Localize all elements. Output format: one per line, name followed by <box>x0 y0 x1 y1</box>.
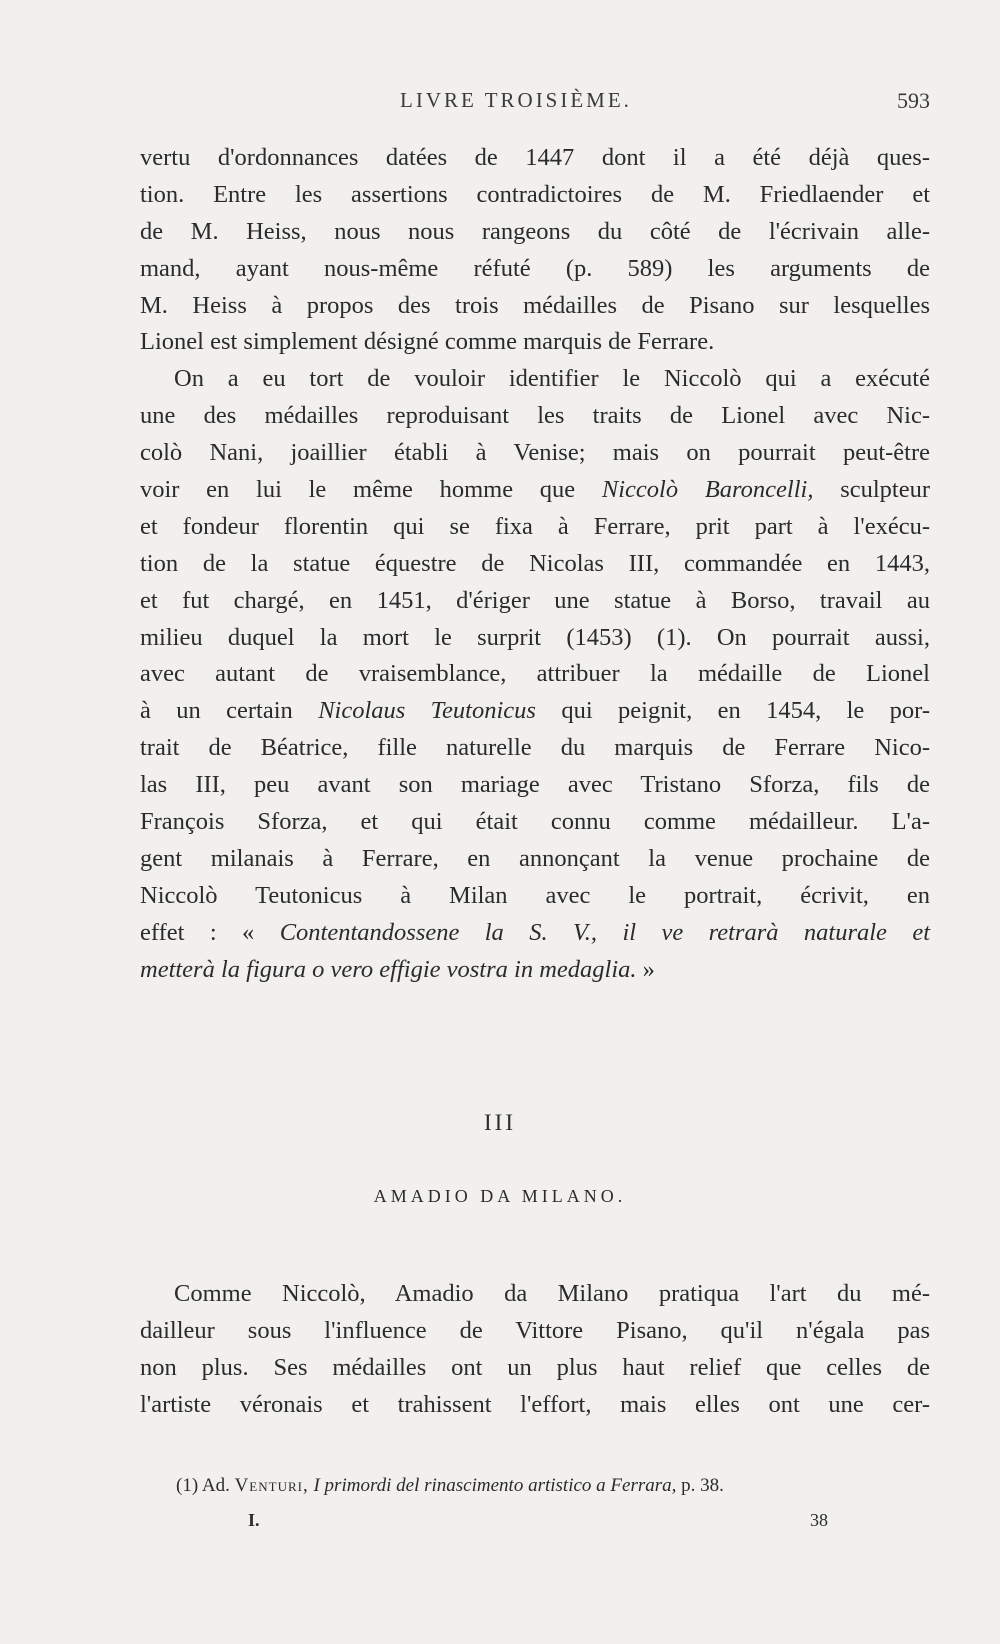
text-span: voir en lui le même homme que <box>140 476 602 504</box>
running-head <box>140 88 930 118</box>
text-line <box>140 472 930 509</box>
text-line: tion de la statue équestre de Nicolas III, commandée en 1443, <box>140 549 930 577</box>
text-line: François Sforza, et qui était connu comme médailleur. L'a- <box>140 808 930 836</box>
text-span: à un certain <box>140 697 319 725</box>
text-line: Comme Niccolò, Amadio da Milano pratiqua l'art du mé- <box>174 1280 930 1307</box>
main-text <box>140 140 930 988</box>
text-span: sculpteur <box>813 476 930 504</box>
footnote <box>176 1475 936 1497</box>
text-line: avec autant de vraisemblance, attribuer la médaille de Lionel <box>140 660 930 688</box>
text-line: de M. Heiss, nous nous rangeons du côté de l'écrivain alle- <box>140 217 930 245</box>
text-line: dailleur sous l'influence de Vittore Pisano, qu'il n'égala pas <box>140 1317 930 1344</box>
text-line: non plus. Ses médailles ont un plus haut relief que celles de <box>140 1354 930 1381</box>
text-line: tion. Entre les assertions contradictoires de M. Friedlaender et <box>140 180 930 208</box>
italic-name: Niccolò Baroncelli, <box>601 476 814 504</box>
text-line: l'artiste véronais et trahissent l'effort, mais elles ont une cer- <box>140 1391 930 1418</box>
text-line: vertu d'ordonnances datées de 1447 dont il a été déjà ques- <box>140 144 930 171</box>
text-line: mand, ayant nous-même réfuté (p. 589) les arguments de <box>140 254 930 282</box>
text-line <box>140 693 930 730</box>
sheet-number: 38 <box>810 1510 828 1530</box>
signature-mark: I. <box>248 1510 260 1530</box>
text-line: et fut chargé, en 1451, d'ériger une statue à Borso, travail au <box>140 586 930 614</box>
text-line: On a eu tort de vouloir identifier le Niccolò qui a exécuté <box>174 365 930 393</box>
footnote-page: p. 38. <box>676 1475 724 1496</box>
text-line <box>140 915 930 952</box>
text-line: colò Nani, joaillier établi à Venise; mais on pourrait peut-être <box>140 439 930 467</box>
text-line: Lionel est simplement désigné comme marquis de Ferrare. <box>140 328 715 356</box>
text-line: trait de Béatrice, fille naturelle du marquis de Ferrare Nico- <box>140 734 930 762</box>
running-title: LIVRE TROISIÈME. <box>400 88 632 112</box>
italic-name: Nicolaus Teutonicus <box>318 697 536 725</box>
section-text <box>140 1275 930 1423</box>
text-span: effet : « <box>140 918 280 946</box>
text-line: gent milanais à Ferrare, en annonçant la venue prochaine de <box>140 844 930 872</box>
page-number: 593 <box>897 88 930 113</box>
text-span: qui peignit, en 1454, le por- <box>535 697 931 725</box>
text-line: et fondeur florentin qui se fixa à Ferrare, prit part à l'exécu- <box>140 512 930 540</box>
italic-quote: Contentandossene la S. V., il ve retrarà naturale et <box>279 918 930 946</box>
footnote-author: Venturi, <box>234 1475 309 1496</box>
text-line: Niccolò Teutonicus à Milan avec le portrait, écrivit, en <box>140 881 930 909</box>
footnote-title: I primordi del rinascimento artistico a Ferrara, <box>308 1475 677 1496</box>
text-line <box>140 952 930 989</box>
footnote-marker: (1) Ad. <box>176 1475 235 1496</box>
text-line: las III, peu avant son mariage avec Tristano Sforza, fils de <box>140 771 930 799</box>
text-line: milieu duquel la mort le surprit (1453) (1). On pourrait aussi, <box>140 623 930 651</box>
text-line: M. Heiss à propos des trois médailles de Pisano sur lesquelles <box>140 291 930 319</box>
italic-quote: metterà la figura o vero effigie vostra in medaglia. <box>140 955 637 983</box>
section-title: AMADIO DA MILANO. <box>373 1186 627 1206</box>
section-number: III <box>484 1110 516 1135</box>
text-line: une des médailles reproduisant les traits de Lionel avec Nic- <box>140 402 930 430</box>
text-span: » <box>636 955 655 983</box>
